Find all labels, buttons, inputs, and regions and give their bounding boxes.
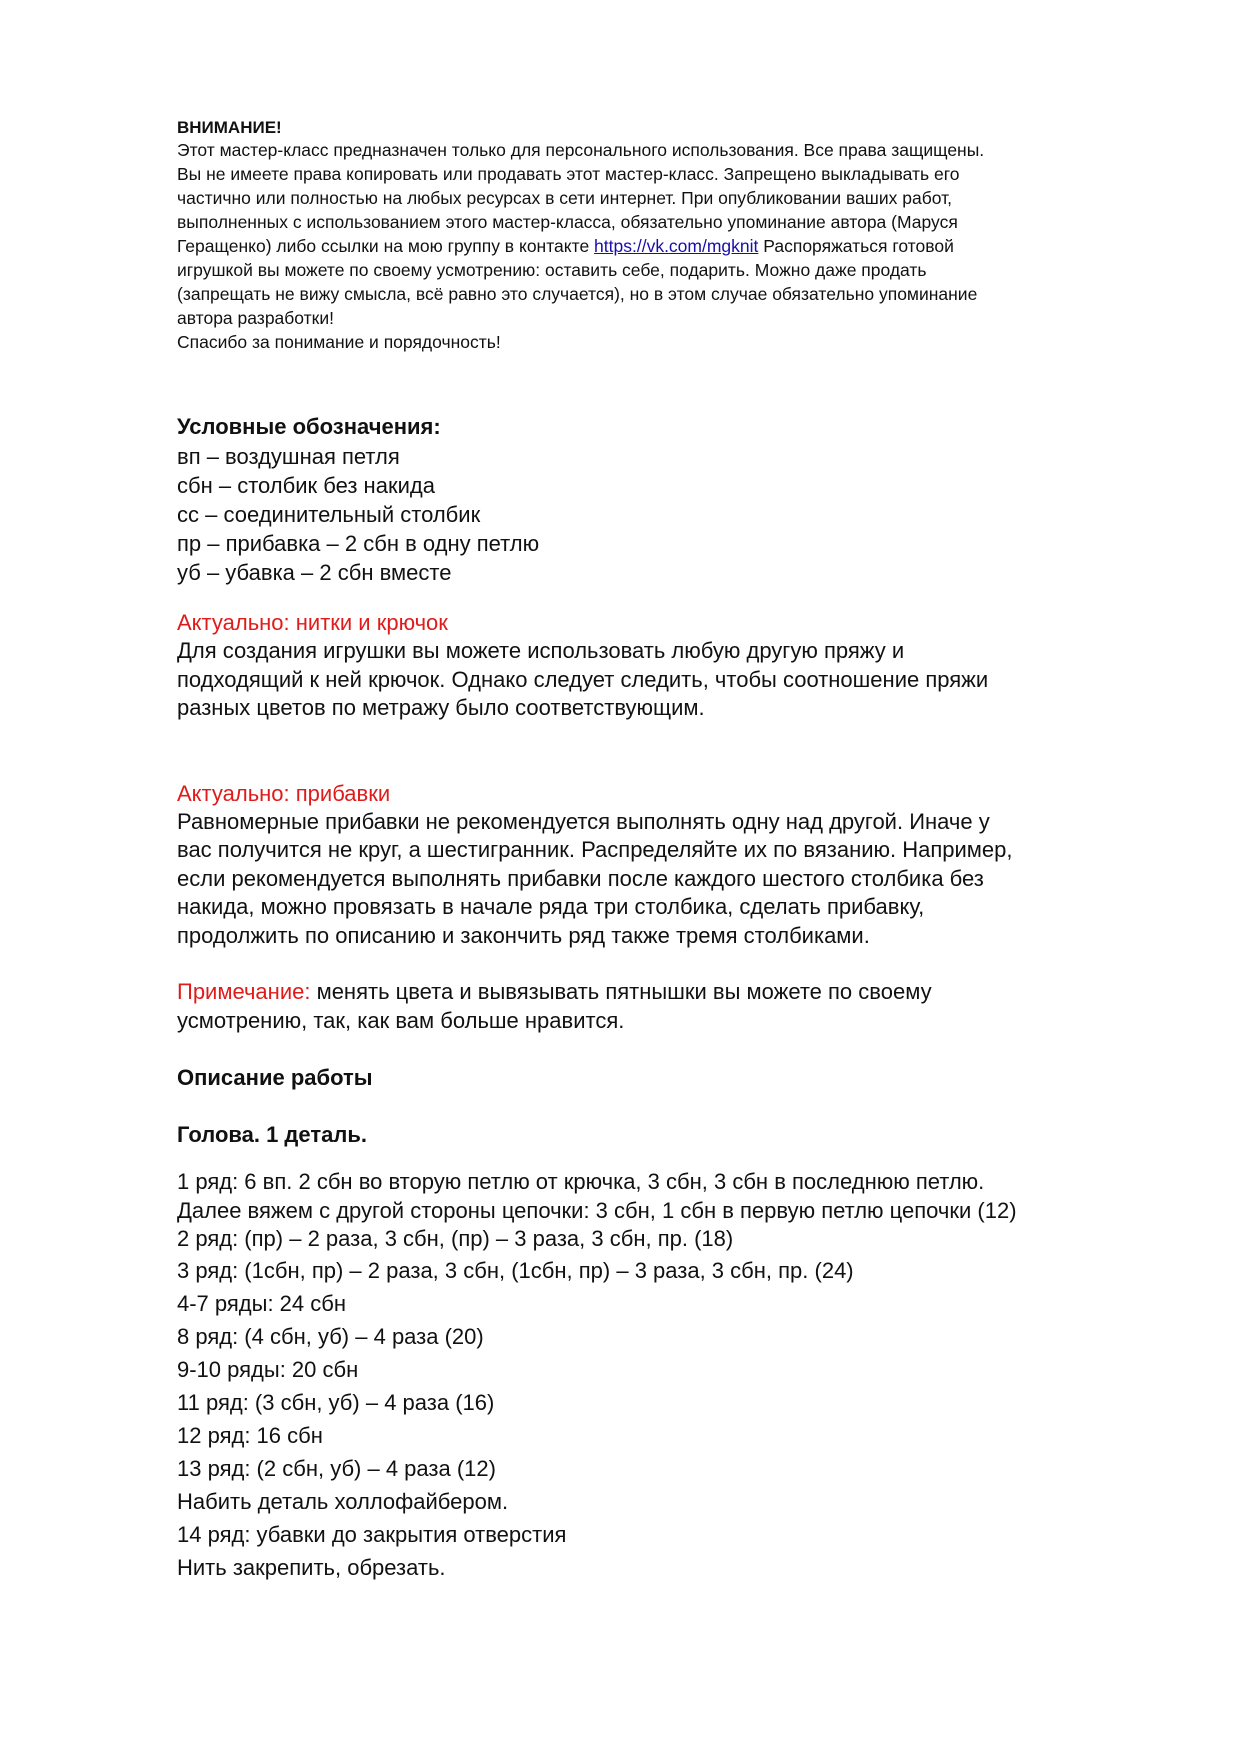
legend-item: вп – воздушная петля: [177, 444, 400, 469]
paragraph-line: если рекомендуется выполнять прибавки после каждого шестого столбика без: [177, 865, 984, 891]
warning-line: выполненных с использованием этого мастер-класса, обязательно упоминание автора (Маруся: [177, 212, 958, 232]
legend-list: [177, 442, 1167, 587]
document-page: [177, 118, 1167, 1584]
pattern-row: 4-7 ряды: 24 сбн: [177, 1290, 347, 1316]
warning-line: (запрещать не вижу смысла, всё равно это случается), но в этом случае обязательно упоминание: [177, 284, 978, 304]
paragraph-line: подходящий к ней крючок. Однако следует следить, чтобы соотношение пряжи: [177, 666, 989, 692]
warning-line: Этот мастер-класс предназначен только для персонального использования. Все права защищены.: [177, 140, 985, 160]
paragraph-line: накида, можно провязать в начале ряда три столбика, сделать прибавку,: [177, 894, 925, 919]
increases-heading: Актуально: прибавки: [177, 780, 391, 806]
pattern-row: 13 ряд: (2 сбн, уб) – 4 раза (12): [177, 1455, 496, 1481]
note-label: Примечание:: [177, 979, 311, 1004]
warning-line: Вы не имеете права копировать или продавать этот мастер-класс. Запрещено выкладывать его: [177, 164, 960, 184]
warning-text: Распоряжаться готовой: [758, 236, 954, 256]
pattern-row: 1 ряд: 6 вп. 2 сбн во вторую петлю от крючка, 3 сбн, 3 сбн в последнюю петлю.: [177, 1169, 985, 1194]
pattern-row: 8 ряд: (4 сбн, уб) – 4 раза (20): [177, 1323, 484, 1349]
warning-line: игрушкой вы можете по своему усмотрению: оставить себе, подарить. Можно даже продать: [177, 260, 927, 280]
legend-title: Условные обозначения:: [177, 414, 441, 439]
note-text: менять цвета и вывязывать пятнышки вы можете по своему: [310, 979, 932, 1004]
paragraph-line: вас получится не круг, а шестигранник. Распределяйте их по вязанию. Например,: [177, 837, 1013, 862]
pattern-row: 11 ряд: (3 сбн, уб) – 4 раза (16): [177, 1389, 495, 1415]
warning-line: частично или полностью на любых ресурсах в сети интернет. При опубликовании ваших работ,: [177, 188, 953, 208]
legend-item: пр – прибавка – 2 сбн в одну петлю: [177, 531, 540, 556]
vk-group-link[interactable]: https://vk.com/mgknit: [594, 236, 759, 256]
yarn-heading: Актуально: нитки и крючок: [177, 610, 448, 635]
pattern-row: Нить закрепить, обрезать.: [177, 1554, 446, 1580]
legend-item: сбн – столбик без накида: [177, 473, 435, 498]
warning-line-with-link: [177, 234, 1167, 258]
pattern-row: 9-10 ряды: 20 сбн: [177, 1356, 359, 1382]
legend-item: сс – соединительный столбик: [177, 502, 481, 527]
pattern-row: 2 ряд: (пр) – 2 раза, 3 сбн, (пр) – 3 раза, 3 сбн, пр. (18): [177, 1226, 734, 1251]
pattern-row: 14 ряд: убавки до закрытия отверстия: [177, 1521, 567, 1547]
pattern-row: Набить деталь холлофайбером.: [177, 1488, 509, 1514]
copyright-notice: [177, 118, 1167, 354]
note-line: усмотрению, так, как вам больше нравится.: [177, 1007, 625, 1033]
work-title: Описание работы: [177, 1065, 373, 1090]
note-line: [177, 978, 1167, 1007]
paragraph-line: Для создания игрушки вы можете использовать любую другую пряжу и: [177, 638, 905, 663]
paragraph-line: разных цветов по метражу было соответствующим.: [177, 695, 705, 720]
pattern-row: 12 ряд: 16 сбн: [177, 1422, 323, 1448]
paragraph-line: Равномерные прибавки не рекомендуется выполнять одну над другой. Иначе у: [177, 808, 990, 834]
warning-text: Геращенко) либо ссылки на мою группу в контакте: [177, 236, 595, 256]
pattern-row: Далее вяжем с другой стороны цепочки: 3 сбн, 1 сбн в первую петлю цепочки (12): [177, 1197, 1017, 1223]
note-paragraph: [177, 978, 1167, 1035]
thanks-line: Спасибо за понимание и порядочность!: [177, 332, 501, 352]
pattern-row: 3 ряд: (1сбн, пр) – 2 раза, 3 сбн, (1сбн, пр) – 3 раза, 3 сбн, пр. (24): [177, 1257, 854, 1283]
increases-paragraph: [177, 808, 1167, 951]
warning-line: автора разработки!: [177, 308, 334, 328]
yarn-paragraph: [177, 637, 1167, 723]
legend-item: уб – убавка – 2 сбн вместе: [177, 560, 452, 585]
paragraph-line: продолжить по описанию и закончить ряд также тремя столбиками.: [177, 922, 870, 948]
part-title: Голова. 1 деталь.: [177, 1122, 367, 1147]
warning-title: ВНИМАНИЕ!: [177, 118, 282, 137]
pattern-rows: [177, 1168, 1167, 1584]
